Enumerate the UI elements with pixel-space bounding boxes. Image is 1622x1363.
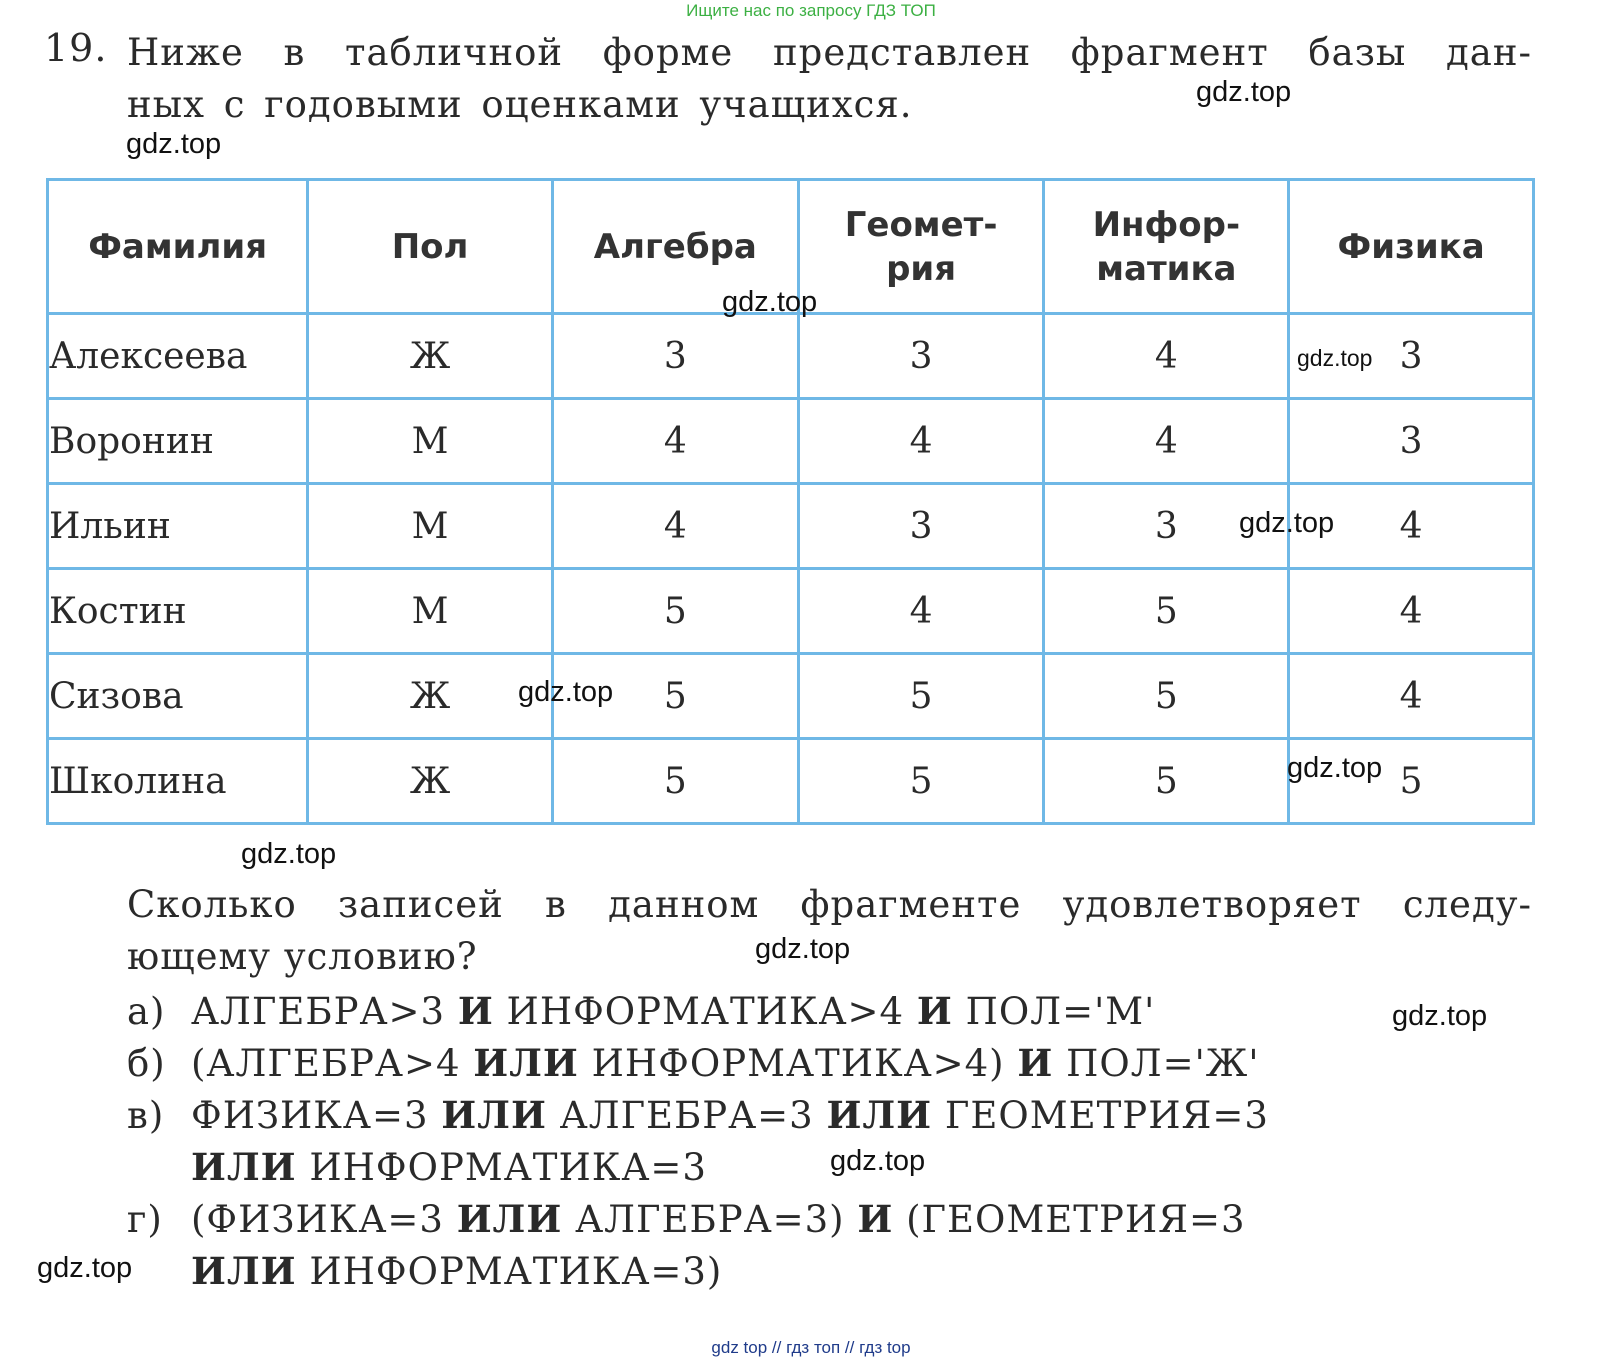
- table-row: [48, 654, 1534, 739]
- header-geometry: Геомет- рия: [798, 180, 1044, 314]
- watermark: gdz.top: [1297, 345, 1373, 371]
- intro-line-1: Ниже в табличной форме представлен фрагмент базы дан-: [127, 31, 1532, 74]
- cell-geometry: 5: [798, 739, 1044, 824]
- question-line-1: Сколько записей в данном фрагменте удовлетворяет следу-: [127, 883, 1532, 926]
- watermark: gdz.top: [1239, 507, 1335, 539]
- cell-informatics: 3: [1044, 484, 1289, 569]
- cell-surname: Воронин: [48, 399, 308, 484]
- cell-gender: М: [308, 484, 553, 569]
- cell-physics: 3: [1289, 399, 1534, 484]
- cell-physics: 4: [1289, 569, 1534, 654]
- cell-physics: 3: [1289, 314, 1534, 399]
- cell-gender: Ж: [308, 739, 553, 824]
- cell-surname: Ильин: [48, 484, 308, 569]
- option-text: АЛГЕБРА=3): [562, 1198, 858, 1241]
- option-g-continuation: [191, 1245, 722, 1298]
- cell-informatics: 4: [1044, 314, 1289, 399]
- cell-gender: Ж: [308, 314, 553, 399]
- cell-geometry: 5: [798, 654, 1044, 739]
- top-banner: Ищите нас по запросу ГДЗ ТОП: [686, 1, 936, 20]
- option-text: ИНФОРМАТИКА=3): [296, 1250, 723, 1293]
- cell-algebra: 4: [552, 484, 798, 569]
- option-text: ГЕОМЕТРИЯ=3: [932, 1094, 1269, 1137]
- option-keyword: И: [857, 1197, 894, 1241]
- cell-physics: 4: [1289, 654, 1534, 739]
- cell-algebra: 4: [552, 399, 798, 484]
- option-text: (ГЕОМЕТРИЯ=3: [893, 1198, 1246, 1241]
- header-algebra: Алгебра: [552, 180, 798, 314]
- option-text: ПОЛ='М': [952, 990, 1156, 1033]
- cell-algebra: 5: [552, 654, 798, 739]
- header-informatics: Инфор- матика: [1044, 180, 1289, 314]
- option-label: а): [127, 990, 166, 1033]
- cell-algebra: 5: [552, 569, 798, 654]
- watermark: gdz.top: [37, 1252, 133, 1284]
- option-keyword: ИЛИ: [441, 1093, 547, 1137]
- option-label: г): [127, 1198, 163, 1241]
- option-keyword: ИЛИ: [473, 1041, 579, 1085]
- watermark: gdz.top: [830, 1145, 926, 1177]
- cell-algebra: 3: [552, 314, 798, 399]
- option-text: (АЛГЕБРА>4: [191, 1042, 474, 1085]
- cell-gender: Ж: [308, 654, 553, 739]
- option-label: в): [127, 1094, 165, 1137]
- cell-gender: М: [308, 569, 553, 654]
- cell-surname: Костин: [48, 569, 308, 654]
- cell-informatics: 5: [1044, 654, 1289, 739]
- cell-geometry: 4: [798, 569, 1044, 654]
- option-text: ФИЗИКА=3: [191, 1094, 442, 1137]
- cell-algebra: 5: [552, 739, 798, 824]
- header-gender: Пол: [308, 180, 553, 314]
- cell-geometry: 4: [798, 399, 1044, 484]
- option-g: [127, 1193, 1246, 1246]
- grades-table: [46, 178, 1535, 825]
- watermark: gdz.top: [1392, 1000, 1488, 1032]
- watermark: gdz.top: [126, 128, 222, 160]
- cell-geometry: 3: [798, 484, 1044, 569]
- cell-informatics: 5: [1044, 569, 1289, 654]
- problem-number: 19.: [44, 26, 108, 70]
- option-text: АЛГЕБРА=3: [546, 1094, 827, 1137]
- cell-informatics: 4: [1044, 399, 1289, 484]
- watermark: gdz.top: [722, 286, 818, 318]
- watermark: gdz.top: [241, 838, 337, 870]
- option-keyword: ИЛИ: [456, 1197, 563, 1241]
- watermark: gdz.top: [1196, 76, 1292, 108]
- option-v: [127, 1089, 1269, 1142]
- option-keyword: И: [457, 989, 494, 1033]
- option-keyword: И: [916, 989, 953, 1033]
- option-keyword: ИЛИ: [826, 1093, 933, 1137]
- cell-physics: 5: [1289, 739, 1534, 824]
- cell-informatics: 5: [1044, 739, 1289, 824]
- option-text: (ФИЗИКА=3: [191, 1198, 457, 1241]
- cell-surname: Алексеева: [48, 314, 308, 399]
- option-text: ИНФОРМАТИКА>4: [493, 990, 917, 1033]
- cell-geometry: 3: [798, 314, 1044, 399]
- cell-surname: Школина: [48, 739, 308, 824]
- watermark: gdz.top: [1287, 752, 1383, 784]
- option-v-continuation: [191, 1141, 707, 1194]
- option-text: ИНФОРМАТИКА=3: [296, 1146, 707, 1189]
- watermark: gdz.top: [518, 676, 614, 708]
- cell-surname: Сизова: [48, 654, 308, 739]
- cell-physics: 4: [1289, 484, 1534, 569]
- intro-line-2: ных с годовыми оценками учащихся.: [127, 83, 913, 126]
- question-line-2: ющему условию?: [127, 935, 478, 978]
- option-keyword: И: [1017, 1041, 1054, 1085]
- header-physics: Физика: [1289, 180, 1534, 314]
- header-surname: Фамилия: [48, 180, 308, 314]
- option-text: ИНФОРМАТИКА>4): [578, 1042, 1018, 1085]
- option-label: б): [127, 1042, 166, 1085]
- table-row: [48, 569, 1534, 654]
- option-keyword: ИЛИ: [191, 1145, 297, 1189]
- watermark: gdz.top: [755, 933, 851, 965]
- option-b: [127, 1037, 1260, 1090]
- option-keyword: ИЛИ: [191, 1249, 297, 1293]
- option-text: ПОЛ='Ж': [1053, 1042, 1260, 1085]
- option-text: АЛГЕБРА>3: [191, 990, 458, 1033]
- bottom-banner: gdz top // гдз топ // гдз top: [711, 1338, 911, 1357]
- table-row: [48, 399, 1534, 484]
- option-a: [127, 985, 1155, 1038]
- cell-gender: М: [308, 399, 553, 484]
